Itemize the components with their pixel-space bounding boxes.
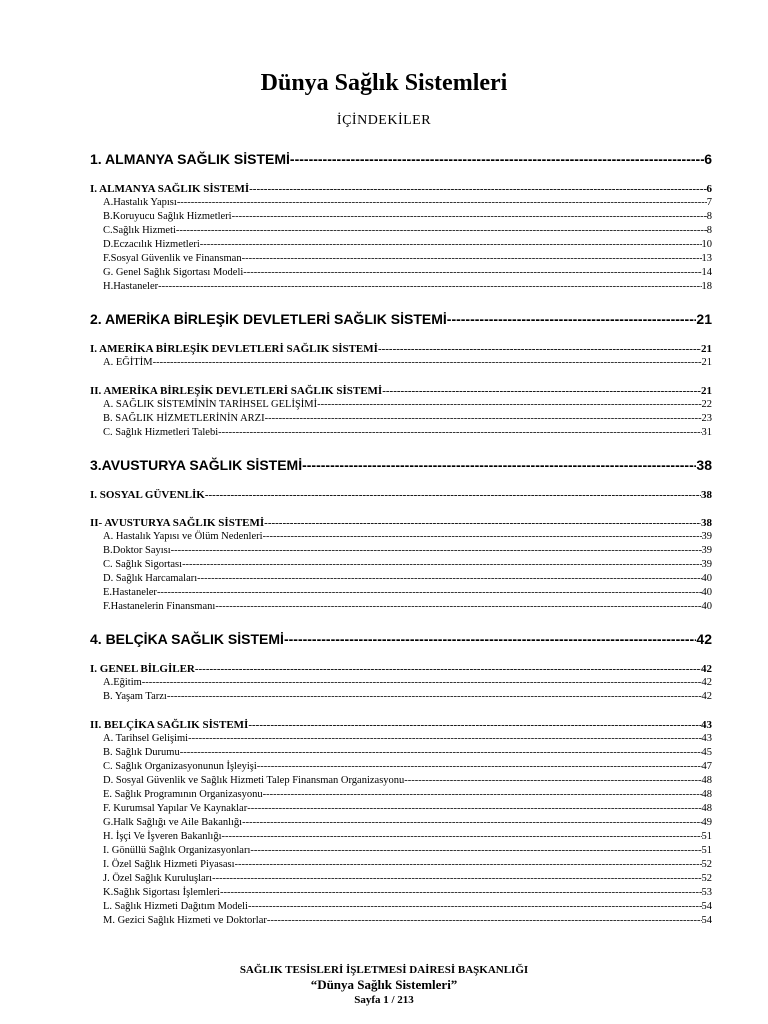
toc-item-title: D. Sağlık Harcamaları xyxy=(103,573,198,584)
toc-item-title: F.Sosyal Güvenlik ve Finansman xyxy=(103,253,242,264)
dot-leader xyxy=(290,150,704,168)
toc-item-title: A.Hastalık Yapısı xyxy=(103,197,177,208)
toc-item-title: B.Koruyucu Sağlık Hizmetleri xyxy=(103,211,232,222)
toc-section-page-number: 6 xyxy=(706,183,712,195)
dot-leader xyxy=(243,266,701,280)
toc-item-page-number: 53 xyxy=(701,887,712,898)
toc-chapter-page-number: 6 xyxy=(704,151,712,167)
dot-leader xyxy=(180,746,702,760)
toc-item[interactable] xyxy=(90,914,712,928)
dot-leader xyxy=(157,586,702,600)
toc-section-title: I. SOSYAL GÜVENLİK xyxy=(90,489,205,501)
toc-item-title: B. Sağlık Durumu xyxy=(103,747,180,758)
toc-item-page-number: 51 xyxy=(701,845,712,856)
toc-item-page-number: 48 xyxy=(701,803,712,814)
toc-chapter[interactable] xyxy=(90,456,712,474)
dot-leader xyxy=(242,252,702,266)
toc-chapter[interactable] xyxy=(90,310,712,328)
toc-section-page-number: 42 xyxy=(701,663,712,675)
toc-section[interactable] xyxy=(90,662,712,676)
footer-organization: SAĞLIK TESİSLERİ İŞLETMESİ DAİRESİ BAŞKANLIĞI xyxy=(239,964,529,976)
dot-leader xyxy=(232,210,707,224)
toc-item-page-number: 47 xyxy=(701,761,712,772)
dot-leader xyxy=(302,456,696,474)
dot-leader xyxy=(248,900,702,914)
dot-leader xyxy=(197,572,701,586)
toc-item[interactable] xyxy=(90,210,712,224)
toc-item-page-number: 51 xyxy=(701,831,712,842)
toc-item-title: H. İşçi Ve İşveren Bakanlığı xyxy=(103,831,222,842)
toc-item[interactable] xyxy=(90,266,712,280)
toc-item-title: M. Gezici Sağlık Hizmeti ve Doktorlar xyxy=(103,915,267,926)
spacer xyxy=(90,704,712,718)
toc-item[interactable] xyxy=(90,398,712,412)
toc-section-page-number: 21 xyxy=(701,343,712,355)
toc-item[interactable] xyxy=(90,572,712,586)
table-of-contents xyxy=(90,150,712,928)
toc-heading: İÇİNDEKİLER xyxy=(336,113,432,128)
dot-leader xyxy=(176,224,707,238)
toc-item-page-number: 42 xyxy=(701,691,712,702)
toc-item-page-number: 10 xyxy=(701,239,712,250)
toc-item-title: H.Hastaneler xyxy=(103,281,159,292)
toc-item-page-number: 49 xyxy=(701,817,712,828)
toc-item-page-number: 39 xyxy=(701,531,712,542)
toc-item-page-number: 21 xyxy=(701,357,712,368)
dot-leader xyxy=(264,516,701,530)
toc-chapter-title: 2. AMERİKA BİRLEŞİK DEVLETLERİ SAĞLIK SİSTEMİ xyxy=(90,311,447,327)
toc-item-title: F.Hastanelerin Finansmanı xyxy=(103,601,216,612)
toc-item-page-number: 8 xyxy=(706,225,712,236)
toc-item-page-number: 52 xyxy=(701,873,712,884)
toc-section-title: II. AMERİKA BİRLEŞİK DEVLETLERİ SAĞLIK SİSTEMİ xyxy=(90,385,383,397)
toc-item-title: E.Hastaneler xyxy=(103,587,157,598)
toc-item[interactable] xyxy=(90,788,712,802)
toc-chapter-page-number: 21 xyxy=(696,311,712,327)
toc-section-page-number: 38 xyxy=(701,517,712,529)
toc-section[interactable] xyxy=(90,516,712,530)
dot-leader xyxy=(284,630,696,648)
toc-item[interactable] xyxy=(90,844,712,858)
toc-chapter-title: 1. ALMANYA SAĞLIK SİSTEMİ xyxy=(90,151,290,167)
toc-item-page-number: 48 xyxy=(701,789,712,800)
toc-item-page-number: 40 xyxy=(701,573,712,584)
toc-item-title: B. Yaşam Tarzı xyxy=(103,691,167,702)
toc-item-page-number: 40 xyxy=(701,587,712,598)
toc-chapter-title: 4. BELÇİKA SAĞLIK SİSTEMİ xyxy=(90,631,284,647)
toc-item[interactable] xyxy=(90,732,712,746)
toc-section[interactable] xyxy=(90,342,712,356)
toc-section-page-number: 38 xyxy=(701,489,712,501)
toc-item-page-number: 40 xyxy=(701,601,712,612)
toc-item-title: B.Doktor Sayısı xyxy=(103,545,171,556)
toc-item[interactable] xyxy=(90,252,712,266)
toc-chapter-title: 3.AVUSTURYA SAĞLIK SİSTEMİ xyxy=(90,457,303,473)
toc-section[interactable] xyxy=(90,488,712,502)
dot-leader xyxy=(188,732,701,746)
toc-section-title: II- AVUSTURYA SAĞLIK SİSTEMİ xyxy=(90,517,265,529)
dot-leader xyxy=(242,816,701,830)
toc-item[interactable] xyxy=(90,676,712,690)
toc-item[interactable] xyxy=(90,886,712,900)
toc-item-title: C.Sağlık Hizmeti xyxy=(103,225,176,236)
toc-chapter-page-number: 42 xyxy=(696,631,712,647)
toc-item-title: D.Eczacılık Hizmetleri xyxy=(103,239,200,250)
toc-item-page-number: 13 xyxy=(701,253,712,264)
toc-item-title: C. Sağlık Hizmetleri Talebi xyxy=(103,427,219,438)
spacer xyxy=(90,328,712,342)
toc-section-page-number: 21 xyxy=(701,385,712,397)
spacer xyxy=(90,614,712,630)
toc-chapter-page-number: 38 xyxy=(696,457,712,473)
toc-item-title: C. Sağlık Organizasyonunun İşleyişi xyxy=(103,761,257,772)
dot-leader xyxy=(158,280,701,294)
toc-item-title: A.Eğitim xyxy=(103,677,142,688)
footer-page-number: Sayfa 1 / 213 xyxy=(354,994,414,1006)
toc-item[interactable] xyxy=(90,426,712,440)
toc-item[interactable] xyxy=(90,900,712,914)
dot-leader xyxy=(249,182,706,196)
toc-item[interactable] xyxy=(90,830,712,844)
spacer xyxy=(90,474,712,488)
dot-leader xyxy=(247,802,701,816)
toc-item-title: A. Tarihsel Gelişimi xyxy=(103,733,189,744)
toc-item[interactable] xyxy=(90,816,712,830)
dot-leader xyxy=(195,662,701,676)
spacer xyxy=(90,648,712,662)
dot-leader xyxy=(378,342,701,356)
toc-item[interactable] xyxy=(90,858,712,872)
footer-document-title: “Dünya Sağlık Sistemleri” xyxy=(310,977,458,992)
spacer xyxy=(90,294,712,310)
toc-item-title: J. Özel Sağlık Kuruluşları xyxy=(103,873,213,884)
toc-item-page-number: 54 xyxy=(701,901,712,912)
toc-item[interactable] xyxy=(90,600,712,614)
toc-item[interactable] xyxy=(90,530,712,544)
toc-item-page-number: 8 xyxy=(706,211,712,222)
toc-item-title: E. Sağlık Programının Organizasyonu xyxy=(103,789,263,800)
toc-chapter[interactable] xyxy=(90,150,712,168)
dot-leader xyxy=(182,558,701,572)
dot-leader xyxy=(447,310,697,328)
toc-section-title: I. GENEL BİLGİLER xyxy=(90,663,195,675)
dot-leader xyxy=(212,872,701,886)
toc-item-page-number: 52 xyxy=(701,859,712,870)
dot-leader xyxy=(153,356,702,370)
toc-item[interactable] xyxy=(90,774,712,788)
dot-leader xyxy=(257,760,702,774)
toc-item[interactable] xyxy=(90,586,712,600)
toc-item-title: D. Sosyal Güvenlik ve Sağlık Hizmeti Talep Finansman Organizasyonu xyxy=(103,775,405,786)
toc-item[interactable] xyxy=(90,196,712,210)
toc-item[interactable] xyxy=(90,872,712,886)
toc-item-page-number: 31 xyxy=(701,427,712,438)
toc-item-page-number: 7 xyxy=(706,197,712,208)
dot-leader xyxy=(263,530,702,544)
toc-item-page-number: 39 xyxy=(701,559,712,570)
dot-leader xyxy=(265,412,702,426)
toc-item-title: I. Özel Sağlık Hizmeti Piyasası xyxy=(103,859,235,870)
toc-item-title: G.Halk Sağlığı ve Aile Bakanlığı xyxy=(103,817,243,828)
dot-leader xyxy=(221,830,701,844)
page-footer xyxy=(0,963,768,1007)
toc-section[interactable] xyxy=(90,182,712,196)
toc-item-page-number: 14 xyxy=(701,267,712,278)
dot-leader xyxy=(218,426,701,440)
spacer xyxy=(90,440,712,456)
toc-item-title: C. Sağlık Sigortası xyxy=(103,559,183,570)
dot-leader xyxy=(404,774,701,788)
spacer xyxy=(90,370,712,384)
toc-section-title: I. AMERİKA BİRLEŞİK DEVLETLERİ SAĞLIK SİSTEMİ xyxy=(90,343,378,355)
toc-item-page-number: 23 xyxy=(701,413,712,424)
toc-item-title: I. Gönüllü Sağlık Organizasyonları xyxy=(103,845,251,856)
toc-section-title: II. BELÇİKA SAĞLIK SİSTEMİ xyxy=(90,719,249,731)
toc-item[interactable] xyxy=(90,544,712,558)
toc-item-title: F. Kurumsal Yapılar Ve Kaynaklar xyxy=(103,803,248,814)
toc-section-page-number: 43 xyxy=(701,719,712,731)
toc-item-page-number: 45 xyxy=(701,747,712,758)
toc-item-title: G. Genel Sağlık Sigortası Modeli xyxy=(103,267,244,278)
dot-leader xyxy=(171,544,702,558)
toc-item[interactable] xyxy=(90,746,712,760)
spacer xyxy=(90,168,712,182)
toc-item-page-number: 48 xyxy=(701,775,712,786)
toc-item-page-number: 54 xyxy=(701,915,712,926)
toc-item-page-number: 43 xyxy=(701,733,712,744)
toc-item-title: L. Sağlık Hizmeti Dağıtım Modeli xyxy=(103,901,248,912)
dot-leader xyxy=(205,488,701,502)
dot-leader xyxy=(167,690,702,704)
toc-item-title: A. EĞİTİM xyxy=(103,357,153,368)
dot-leader xyxy=(142,676,702,690)
toc-item[interactable] xyxy=(90,558,712,572)
toc-item[interactable] xyxy=(90,280,712,294)
dot-leader xyxy=(382,384,701,398)
toc-section-title: I. ALMANYA SAĞLIK SİSTEMİ xyxy=(90,183,250,195)
dot-leader xyxy=(177,196,707,210)
document-title: Dünya Sağlık Sistemleri xyxy=(260,70,508,96)
toc-item-page-number: 39 xyxy=(701,545,712,556)
toc-chapter[interactable] xyxy=(90,630,712,648)
toc-item[interactable] xyxy=(90,412,712,426)
dot-leader xyxy=(220,886,702,900)
toc-item[interactable] xyxy=(90,802,712,816)
dot-leader xyxy=(263,788,702,802)
dot-leader xyxy=(250,844,701,858)
toc-item[interactable] xyxy=(90,224,712,238)
toc-item-page-number: 42 xyxy=(701,677,712,688)
spacer xyxy=(90,502,712,516)
toc-section[interactable] xyxy=(90,384,712,398)
toc-item-page-number: 18 xyxy=(701,281,712,292)
dot-leader xyxy=(317,398,701,412)
toc-item[interactable] xyxy=(90,356,712,370)
toc-item-title: B. SAĞLIK HİZMETLERİNİN ARZI xyxy=(103,413,265,424)
dot-leader xyxy=(248,718,701,732)
toc-item[interactable] xyxy=(90,760,712,774)
dot-leader xyxy=(200,238,702,252)
toc-item-page-number: 22 xyxy=(701,399,712,410)
toc-item-title: A. SAĞLIK SİSTEMİNİN TARİHSEL GELİŞİMİ xyxy=(103,399,318,410)
toc-section[interactable] xyxy=(90,718,712,732)
toc-item-title: A. Hastalık Yapısı ve Ölüm Nedenleri xyxy=(103,531,263,542)
toc-item[interactable] xyxy=(90,238,712,252)
dot-leader xyxy=(235,858,702,872)
toc-item[interactable] xyxy=(90,690,712,704)
toc-item-title: K.Sağlık Sigortası İşlemleri xyxy=(103,887,220,898)
dot-leader xyxy=(215,600,701,614)
dot-leader xyxy=(267,914,702,928)
